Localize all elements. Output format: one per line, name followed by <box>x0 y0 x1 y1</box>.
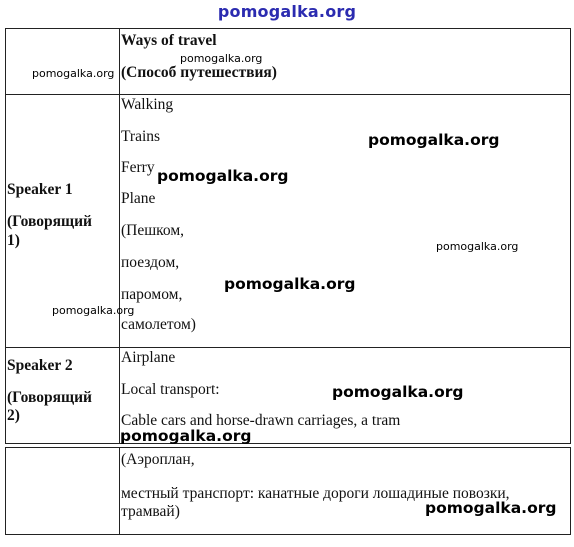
watermark: pomogalka.org <box>425 499 557 517</box>
list-item: паромом, <box>121 286 183 303</box>
list-item: Airplane <box>121 349 176 366</box>
watermark: pomogalka.org <box>224 275 356 293</box>
ways-of-travel-heading-ru: (Способ путешествия) <box>121 64 277 81</box>
list-item: самолетом) <box>121 316 196 333</box>
speaker2-label-ru-2: 2) <box>7 407 20 424</box>
list-item: поездом, <box>121 254 180 271</box>
row4-label-cell <box>5 447 120 535</box>
speaker2-label-cell <box>5 347 120 444</box>
table-header-cell-1 <box>5 28 120 95</box>
watermark: pomogalka.org <box>157 167 289 185</box>
watermark: pomogalka.org <box>52 304 135 317</box>
speaker1-label-ru-1: (Говорящий <box>7 213 92 230</box>
speaker2-label-ru-1: (Говорящий <box>7 389 92 406</box>
row4-line-2: местный транспорт: канатные дороги лошадиные повозки, <box>121 485 510 502</box>
watermark: pomogalka.org <box>332 383 464 401</box>
list-item: Local transport: <box>121 381 220 398</box>
list-item: Walking <box>121 96 174 113</box>
watermark: pomogalka.org <box>32 67 115 80</box>
speaker1-label: Speaker 1 <box>7 181 73 198</box>
list-item: Trains <box>121 128 161 145</box>
list-item: Ferry <box>121 159 155 176</box>
watermark: pomogalka.org <box>436 240 519 253</box>
watermark: pomogalka.org <box>180 52 263 65</box>
list-item: (Пешком, <box>121 222 185 239</box>
list-item: Cable cars and horse-drawn carriages, a tram <box>121 412 401 429</box>
site-header[interactable]: pomogalka.org <box>217 2 357 21</box>
row4-ways-cell <box>119 447 571 535</box>
list-item: Plane <box>121 190 156 207</box>
row4-line-1: (Аэроплан, <box>121 451 195 468</box>
speaker2-label: Speaker 2 <box>7 357 73 374</box>
row4-line-3: трамвай) <box>121 503 180 520</box>
watermark: pomogalka.org <box>368 131 500 149</box>
ways-of-travel-heading: Ways of travel <box>121 32 217 49</box>
watermark: pomogalka.org <box>120 427 252 445</box>
speaker1-ways-cell <box>119 94 571 348</box>
speaker1-label-ru-2: 1) <box>7 232 20 249</box>
